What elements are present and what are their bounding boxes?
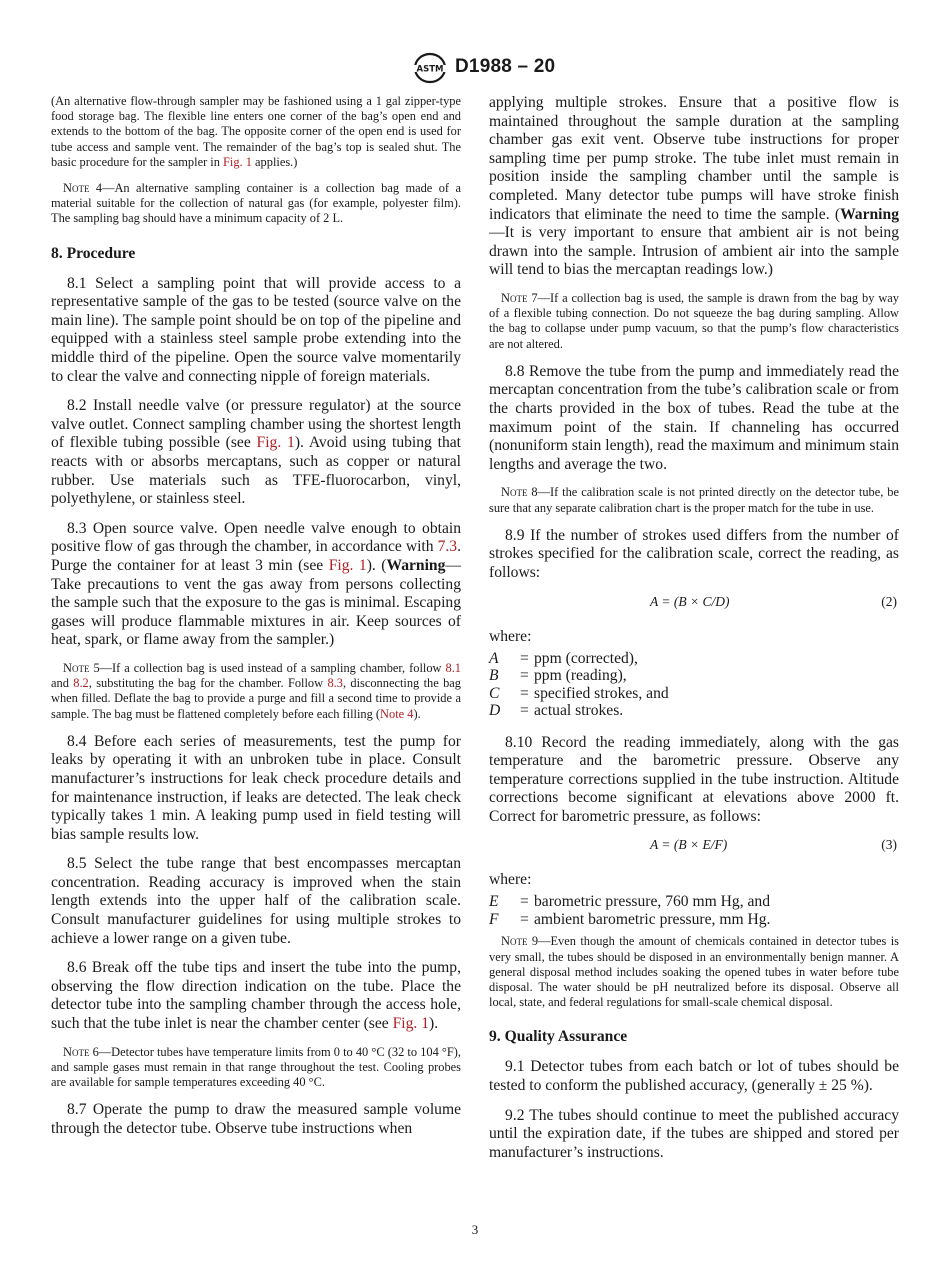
note-6: Note 6—Detector tubes have temperature limits from 0 to 40 °C (32 to 104 °F), and sample gases must remain in that range throughout the test. Cooling probes are available for sample temperatures exceeding 40 °C.: [51, 1044, 461, 1090]
document-id: D1988 – 20: [455, 56, 556, 77]
equation-3: [489, 837, 899, 857]
fig1-link[interactable]: Fig. 1: [392, 1015, 430, 1033]
equation-2-number: (2): [881, 593, 897, 609]
variable-row: B = ppm (reading),: [489, 667, 627, 684]
logo-text: ASTM: [416, 64, 444, 75]
note-4: Note 4—An alternative sampling container is a collection bag made of a material suitable for the collection of natural gas (for example, polyester film). The sampling bag should have a minimum capacity of 2 L.: [51, 181, 461, 226]
equation-2: [489, 594, 899, 614]
variable-row: E = barometric pressure, 760 mm Hg, and: [489, 893, 771, 911]
para-8-5: 8.5 Select the tube range that best encompasses mercaptan concentration. Reading accuracy is improved when the stain length extends into the upper half of the calibration scale. Consult manufacturer guidelines for using multiple strokes to achieve a lower range on a given tube.: [51, 855, 461, 947]
para-8-7-start: 8.7 Operate the pump to draw the measured sample volume through the detector tube. Observe tube instructions when: [51, 1101, 461, 1137]
variable-row: A = ppm (corrected),: [489, 649, 638, 667]
section-8-3-link[interactable]: 8.3: [327, 676, 343, 691]
para-8-2: 8.2 Install needle valve (or pressure regulator) at the source valve outlet. Connect sampling chamber using the shortest length of flexible tubing possible (see Fig. 1). Avoid using tubing that reacts with or absorbs mercaptans, such as copper or natural rubber. Use materials such as TFE-fluorocarbon, vinyl, polyethylene, or stainless steel.: [51, 397, 461, 508]
para-8-6: 8.6 Break off the tube tips and insert the tube into the pump, observing the flow direction indication on the tube. Place the detector tube into the sampling chamber through the access hole, such that the tube inlet is near the chamber center (see Fig. 1).: [51, 959, 461, 1033]
note-8: Note 8—If the calibration scale is not printed directly on the detector tube, be sure that any separate calibration chart is the proper match for the tube in use.: [489, 485, 899, 515]
fig1-link[interactable]: Fig. 1: [256, 434, 295, 452]
para-8-4: 8.4 Before each series of measurements, test the pump for leaks by operating it with an unbroken tube in place. Consult manufacturer’s instructions for leak check procedure details and for maintenance instruction, if leaks are detected. The leak check typically takes 1 min. A leaking pump used in field testing will bias sample results low.: [51, 732, 461, 843]
where-label: where:: [489, 627, 532, 645]
para-8-7-continued: applying multiple strokes. Ensure that a positive flow is maintained throughout the sample duration at the sampling chamber gas exit vent. Observe tube instructions for proper sampling time per pump stroke. The tube inlet must remain in position inside the sampling chamber until the sample is completed. Many detector tube pumps will have stroke finish indicators that eliminate the need to time the sample. (Warning—It is very important to ensure that ambient air is not being drawn into the sample. Intrusion of ambient air into the sample will tend to bias the mercaptan readings low.): [489, 94, 899, 279]
variable-row: F = ambient barometric pressure, mm Hg.: [489, 910, 771, 928]
section-7-3-link[interactable]: 7.3: [437, 538, 458, 556]
section-8-1-link[interactable]: 8.1: [445, 660, 461, 675]
astm-logo-icon: [410, 52, 450, 84]
para-8-8: 8.8 Remove the tube from the pump and immediately read the mercaptan concentration from the tube’s calibration scale or from the charts provided in the box of tubes. Read the tube at the maximum point of the stain. If channeling has occurred (nonuniform stain length), read the maximum and minimum stain lengths and average the two.: [489, 362, 899, 473]
where-label: where:: [489, 871, 532, 889]
right-column: [489, 94, 899, 1173]
para-9-2: 9.2 The tubes should continue to meet the published accuracy until the expiration date, if the tubes are shipped and stored per manufacturer’s instructions.: [489, 1106, 899, 1161]
page-header: [0, 50, 950, 86]
left-column: [51, 94, 461, 1149]
para-8-3: 8.3 Open source valve. Open needle valve enough to obtain positive flow of gas through the chamber, in accordance with 7.3. Purge the container for at least 3 min (see Fig. 1). (Warning—Take precautions to vent the gas away from persons collecting the sample such that the exposure to the gas is minimal. Escaping gases will produce flammable mixtures in air. Keep sources of heat, spark, or flame away from the sampler.): [51, 519, 461, 649]
note-7: Note 7—If a collection bag is used, the sample is drawn from the bag by way of a flexible tubing connection. Do not squeeze the bag during sampling. Allow the bag to collapse under pump vacuum, so that the pump’s flow characteristics are not altered.: [489, 290, 899, 351]
para-8-1: 8.1 Select a sampling point that will provide access to a representative sample of the gas to be tested (source valve on the main line). The sample point should be on top of the pipeline and equipped with a stainless steel sample probe extending into the middle third of the pipeline. Open the source valve momentarily to clear the valve and connecting nipple of foreign materials.: [51, 274, 461, 385]
note-9: Note 9—Even though the amount of chemicals contained in detector tubes is very small, the tubes should be disposed in an environmentally benign manner. A general disposal method includes soaking the opened tubes in water before tube disposal. The water should be pH neutralized before its disposal. Observe all local, state, and federal regulations for small-scale chemical disposal.: [489, 934, 899, 1010]
fig1-link[interactable]: Fig. 1: [223, 154, 252, 169]
variable-row: D = actual strokes.: [489, 702, 624, 719]
equation-3-expression: A = (B × E/F): [650, 837, 728, 853]
section-8-heading: 8. Procedure: [51, 244, 136, 262]
para-8-9: 8.9 If the number of strokes used differs from the number of strokes specified for the calibration scale, correct the reading, as follows:: [489, 526, 899, 581]
note-5: Note 5—If a collection bag is used instead of a sampling chamber, follow 8.1 and 8.2, substituting the bag for the chamber. Follow 8.3, disconnecting the bag when filled. Deflate the bag to provide a purge and fill a second time to provide a sample. The bag must be flattened completely before each filling (Note 4).: [51, 660, 461, 721]
page-number: 3: [471, 1222, 479, 1237]
section-9-heading: 9. Quality Assurance: [489, 1028, 628, 1046]
variable-row: C = specified strokes, and: [489, 684, 669, 702]
para-8-10: 8.10 Record the reading immediately, along with the gas temperature and the barometric pressure. Observe any temperature corrections supplied in the tube instruction. Altitude corrections become significant at elevations above 2000 ft. Correct for barometric pressure, as follows:: [489, 733, 899, 825]
section-8-2-link[interactable]: 8.2: [73, 676, 89, 691]
note-4-link[interactable]: Note 4: [380, 706, 414, 721]
equation-3-number: (3): [881, 837, 897, 853]
para-9-1: 9.1 Detector tubes from each batch or lot of tubes should be tested to conform the published accuracy, (generally ± 25 %).: [489, 1058, 899, 1095]
alt-sampler-paragraph: (An alternative flow-through sampler may be fashioned using a 1 gal zipper-type food storage bag. The flexible line enters one corner of the bag’s open end and extends to the bottom of the bag. The opposite corner of the open end is used for tube access and sample vent. The remainder of the bag’s top is sealed shut. The basic procedure for the sampler in Fig. 1 applies.): [51, 94, 461, 169]
variable-list-1: [489, 650, 899, 720]
variable-list-2: [489, 893, 899, 928]
fig1-link[interactable]: Fig. 1: [328, 556, 367, 574]
equation-2-expression: A = (B × C/D): [650, 593, 730, 609]
